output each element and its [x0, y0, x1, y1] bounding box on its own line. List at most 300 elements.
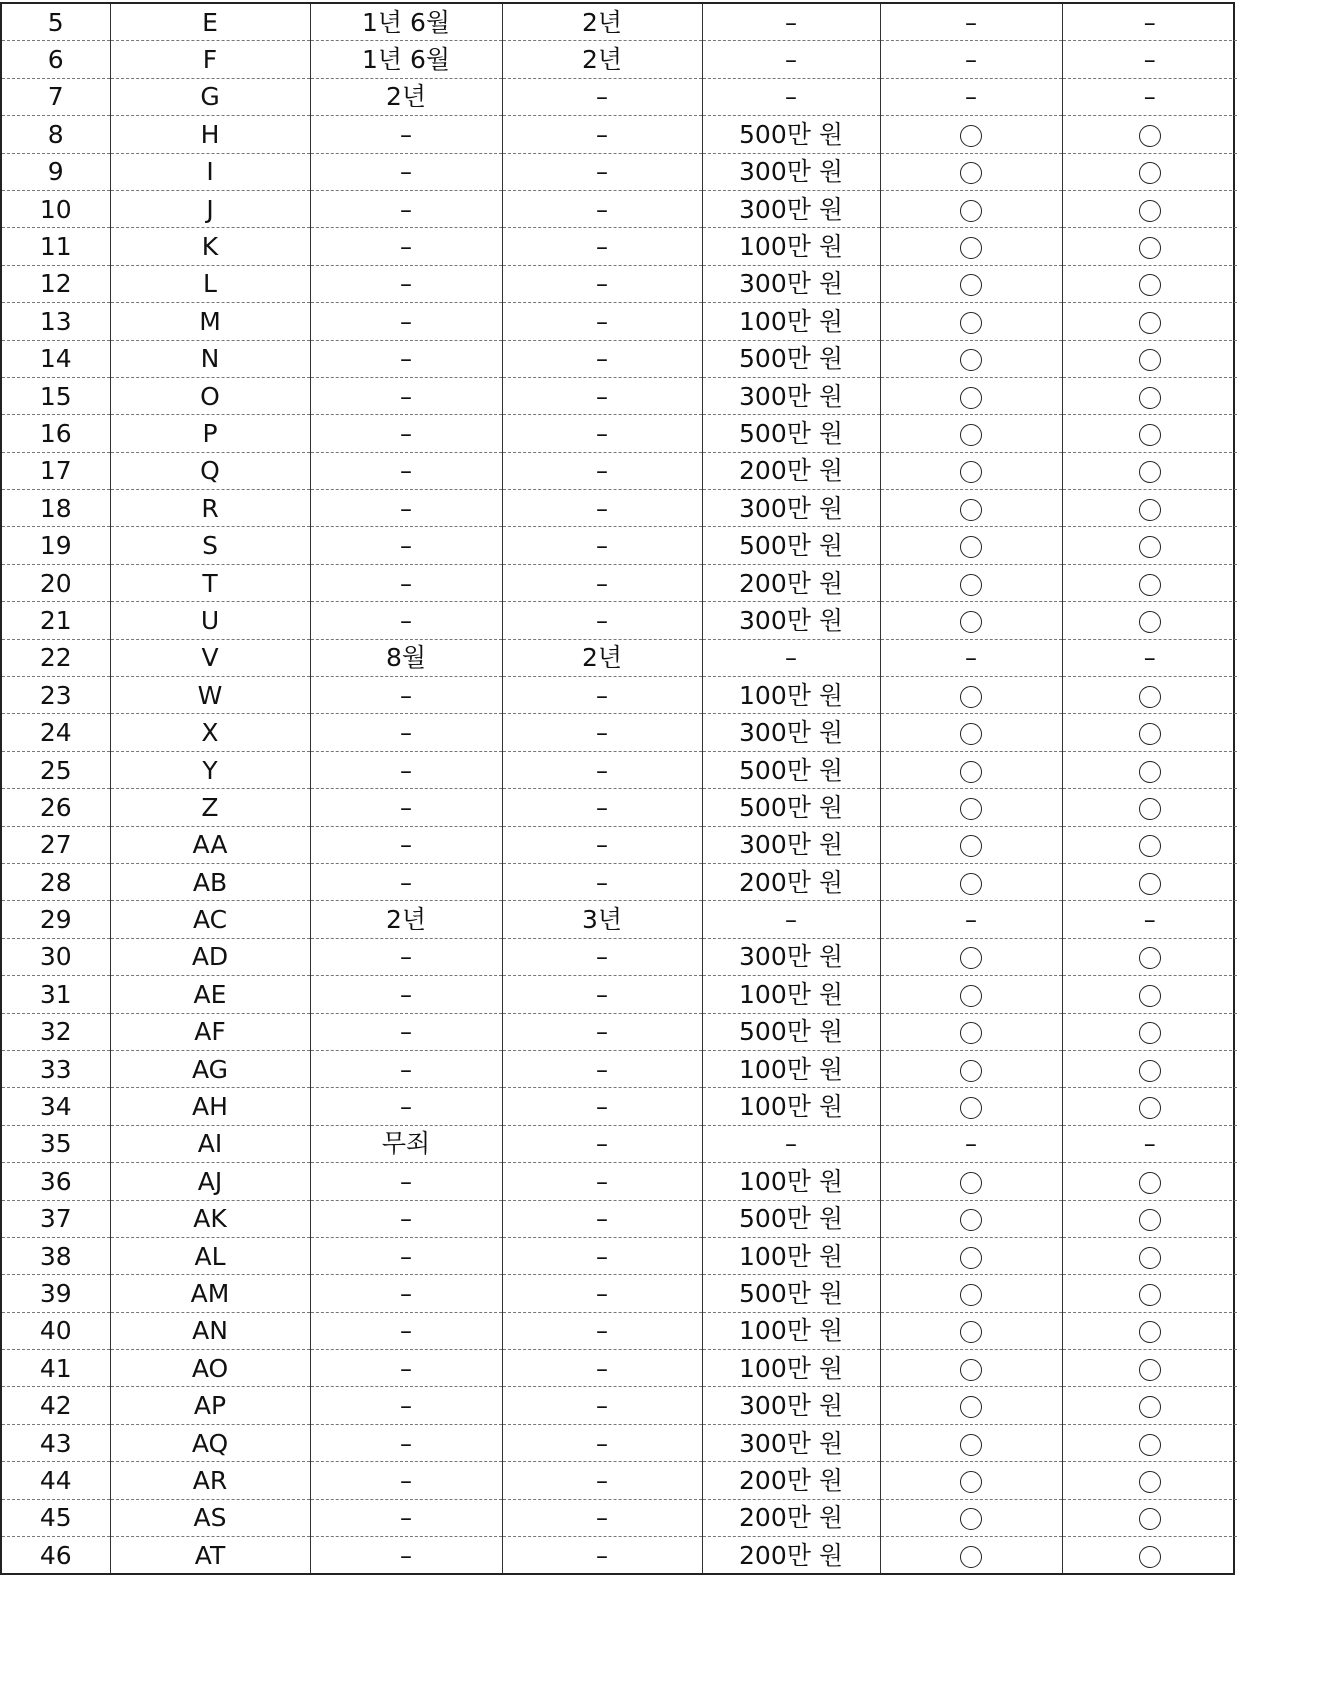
dash-text: –: [400, 980, 412, 1009]
period-2-cell: [502, 1462, 702, 1499]
code-cell: [110, 1537, 310, 1574]
cell-text: AO: [191, 1353, 229, 1383]
circle-mark-icon: [960, 1172, 982, 1194]
mark-2-cell: [1062, 303, 1237, 340]
mark-1-cell: [880, 1125, 1062, 1162]
dash-text: –: [596, 719, 608, 748]
row-number-cell: [2, 751, 110, 788]
mark-1-cell: [880, 901, 1062, 938]
mark-2-cell: [1062, 602, 1237, 639]
cell-text: 21: [39, 605, 72, 635]
cell-text: 36: [39, 1166, 72, 1196]
fine-amount-cell: [702, 41, 880, 78]
row-number-cell: [2, 1013, 110, 1050]
code-cell: [110, 78, 310, 115]
mark-2-cell: [1062, 1387, 1237, 1424]
circle-mark-icon: [960, 499, 982, 521]
period-2-cell: [502, 938, 702, 975]
cell-text: 200만 원: [739, 1540, 843, 1570]
mark-2-cell: [1062, 901, 1237, 938]
mark-1-cell: [880, 415, 1062, 452]
row-number-cell: [2, 901, 110, 938]
period-2-cell: [502, 1200, 702, 1237]
cell-text: 35: [39, 1129, 72, 1159]
circle-mark-icon: [960, 536, 982, 558]
code-cell: [110, 863, 310, 900]
period-2-cell: [502, 1387, 702, 1424]
row-number-cell: [2, 415, 110, 452]
fine-amount-cell: [702, 1424, 880, 1461]
circle-mark-icon: [960, 1247, 982, 1269]
circle-mark-icon: [1139, 1508, 1161, 1530]
dash-text: –: [400, 943, 412, 972]
period-2-cell: [502, 1499, 702, 1536]
dash-text: –: [400, 606, 412, 635]
circle-mark-icon: [960, 1471, 982, 1493]
circle-mark-icon: [1139, 499, 1161, 521]
cell-text: AG: [191, 1054, 229, 1084]
fine-amount-cell: [702, 1350, 880, 1387]
fine-amount-cell: [702, 4, 880, 41]
fine-amount-cell: [702, 490, 880, 527]
mark-1-cell: [880, 303, 1062, 340]
dash-text: –: [785, 8, 797, 37]
cell-text: 2년: [581, 643, 623, 673]
row-number-cell: [2, 826, 110, 863]
cell-text: 40: [39, 1316, 72, 1346]
code-cell: [110, 228, 310, 265]
period-1-cell: [310, 1163, 502, 1200]
row-number-cell: [2, 602, 110, 639]
fine-amount-cell: [702, 1275, 880, 1312]
table-row: [2, 901, 1237, 938]
mark-1-cell: [880, 78, 1062, 115]
cell-text: J: [206, 194, 214, 224]
circle-mark-icon: [1139, 1396, 1161, 1418]
dash-text: –: [400, 793, 412, 822]
circle-mark-icon: [1139, 424, 1161, 446]
period-1-cell: [310, 377, 502, 414]
circle-mark-icon: [1139, 1471, 1161, 1493]
cell-text: 300만 원: [739, 493, 843, 523]
fine-amount-cell: [702, 938, 880, 975]
table-row: [2, 564, 1237, 601]
mark-2-cell: [1062, 1088, 1237, 1125]
row-number-cell: [2, 228, 110, 265]
period-1-cell: [310, 1125, 502, 1162]
cell-text: 44: [39, 1465, 72, 1495]
table-row: [2, 1275, 1237, 1312]
row-number-cell: [2, 490, 110, 527]
cell-text: H: [200, 119, 220, 149]
cell-text: 500만 원: [739, 1017, 843, 1047]
dash-text: –: [596, 868, 608, 897]
circle-mark-icon: [960, 1284, 982, 1306]
cell-text: W: [197, 680, 223, 710]
mark-2-cell: [1062, 1013, 1237, 1050]
circle-mark-icon: [960, 274, 982, 296]
dash-text: –: [400, 233, 412, 262]
cell-text: 100만 원: [739, 1241, 843, 1271]
dash-text: –: [1143, 644, 1156, 673]
fine-amount-cell: [702, 1163, 880, 1200]
fine-amount-cell: [702, 677, 880, 714]
row-number-cell: [2, 340, 110, 377]
period-2-cell: [502, 415, 702, 452]
period-1-cell: [310, 116, 502, 153]
circle-mark-icon: [960, 237, 982, 259]
dash-text: –: [400, 831, 412, 860]
cell-text: 100만 원: [739, 232, 843, 262]
code-cell: [110, 602, 310, 639]
code-cell: [110, 1387, 310, 1424]
code-cell: [110, 1350, 310, 1387]
mark-2-cell: [1062, 415, 1237, 452]
circle-mark-icon: [1139, 611, 1161, 633]
mark-1-cell: [880, 1424, 1062, 1461]
mark-1-cell: [880, 190, 1062, 227]
cell-text: 무죄: [381, 1129, 431, 1159]
cell-text: 26: [39, 792, 72, 822]
cell-text: V: [201, 643, 219, 673]
code-cell: [110, 527, 310, 564]
mark-1-cell: [880, 976, 1062, 1013]
cell-text: Z: [201, 792, 219, 822]
table-row: [2, 41, 1237, 78]
period-2-cell: [502, 1275, 702, 1312]
circle-mark-icon: [960, 1097, 982, 1119]
fine-amount-cell: [702, 377, 880, 414]
dash-text: –: [596, 1130, 608, 1159]
cell-text: 100만 원: [739, 1166, 843, 1196]
cell-text: R: [201, 493, 219, 523]
mark-2-cell: [1062, 1424, 1237, 1461]
period-1-cell: [310, 1350, 502, 1387]
cell-text: 6: [47, 45, 64, 75]
fine-amount-cell: [702, 415, 880, 452]
cell-text: 17: [39, 456, 72, 486]
dash-text: –: [400, 1205, 412, 1234]
mark-1-cell: [880, 1312, 1062, 1349]
dash-text: –: [400, 494, 412, 523]
period-2-cell: [502, 116, 702, 153]
mark-1-cell: [880, 452, 1062, 489]
dash-text: –: [596, 532, 608, 561]
mark-1-cell: [880, 602, 1062, 639]
dash-text: –: [596, 494, 608, 523]
period-1-cell: [310, 826, 502, 863]
cell-text: 300만 원: [739, 269, 843, 299]
mark-2-cell: [1062, 1200, 1237, 1237]
period-2-cell: [502, 490, 702, 527]
results-table: [2, 4, 1237, 1573]
mark-2-cell: [1062, 377, 1237, 414]
dash-text: –: [785, 644, 797, 673]
circle-mark-icon: [960, 761, 982, 783]
dash-text: –: [785, 1130, 797, 1159]
mark-1-cell: [880, 1050, 1062, 1087]
mark-1-cell: [880, 1013, 1062, 1050]
dash-text: –: [400, 1242, 412, 1271]
dash-text: –: [965, 1130, 977, 1159]
mark-1-cell: [880, 1163, 1062, 1200]
circle-mark-icon: [1139, 200, 1161, 222]
code-cell: [110, 190, 310, 227]
code-cell: [110, 639, 310, 676]
circle-mark-icon: [1139, 1247, 1161, 1269]
cell-text: AD: [191, 942, 229, 972]
period-1-cell: [310, 415, 502, 452]
fine-amount-cell: [702, 452, 880, 489]
circle-mark-icon: [960, 947, 982, 969]
dash-text: –: [400, 1093, 412, 1122]
fine-amount-cell: [702, 976, 880, 1013]
table-row: [2, 789, 1237, 826]
table-row: [2, 1237, 1237, 1274]
row-number-cell: [2, 303, 110, 340]
period-1-cell: [310, 1424, 502, 1461]
cell-text: 3년: [581, 905, 623, 935]
row-number-cell: [2, 190, 110, 227]
cell-text: 100만 원: [739, 1353, 843, 1383]
dash-text: –: [965, 8, 977, 37]
dash-text: –: [596, 1504, 608, 1533]
row-number-cell: [2, 452, 110, 489]
code-cell: [110, 4, 310, 41]
period-2-cell: [502, 303, 702, 340]
period-2-cell: [502, 1350, 702, 1387]
circle-mark-icon: [960, 1359, 982, 1381]
code-cell: [110, 714, 310, 751]
dash-text: –: [965, 644, 977, 673]
mark-2-cell: [1062, 1275, 1237, 1312]
period-1-cell: [310, 639, 502, 676]
dash-text: –: [596, 1167, 608, 1196]
dash-text: –: [785, 906, 797, 935]
circle-mark-icon: [960, 574, 982, 596]
row-number-cell: [2, 527, 110, 564]
code-cell: [110, 1462, 310, 1499]
table-row: [2, 938, 1237, 975]
circle-mark-icon: [960, 461, 982, 483]
dash-text: –: [400, 120, 412, 149]
period-1-cell: [310, 677, 502, 714]
dash-text: –: [596, 457, 608, 486]
dash-text: –: [596, 195, 608, 224]
mark-2-cell: [1062, 1350, 1237, 1387]
circle-mark-icon: [1139, 1097, 1161, 1119]
mark-2-cell: [1062, 1537, 1237, 1574]
cell-text: T: [202, 568, 218, 598]
mark-2-cell: [1062, 41, 1237, 78]
table-body: [2, 4, 1237, 1573]
circle-mark-icon: [1139, 387, 1161, 409]
period-1-cell: [310, 1499, 502, 1536]
row-number-cell: [2, 1088, 110, 1125]
mark-1-cell: [880, 1350, 1062, 1387]
period-1-cell: [310, 228, 502, 265]
cell-text: 46: [39, 1540, 72, 1570]
dash-text: –: [596, 1466, 608, 1495]
cell-text: 2년: [385, 82, 427, 112]
fine-amount-cell: [702, 116, 880, 153]
row-number-cell: [2, 564, 110, 601]
cell-text: 11: [39, 232, 72, 262]
period-1-cell: [310, 1312, 502, 1349]
cell-text: 200만 원: [739, 1465, 843, 1495]
period-1-cell: [310, 976, 502, 1013]
code-cell: [110, 976, 310, 1013]
mark-1-cell: [880, 1499, 1062, 1536]
dash-text: –: [400, 382, 412, 411]
row-number-cell: [2, 1387, 110, 1424]
table-row: [2, 265, 1237, 302]
circle-mark-icon: [1139, 574, 1161, 596]
mark-1-cell: [880, 153, 1062, 190]
mark-1-cell: [880, 751, 1062, 788]
dash-text: –: [1143, 83, 1156, 112]
period-1-cell: [310, 714, 502, 751]
mark-1-cell: [880, 1237, 1062, 1274]
circle-mark-icon: [1139, 947, 1161, 969]
cell-text: 16: [39, 418, 72, 448]
mark-1-cell: [880, 1537, 1062, 1574]
circle-mark-icon: [1139, 349, 1161, 371]
cell-text: AM: [190, 1278, 230, 1308]
period-2-cell: [502, 265, 702, 302]
dash-text: –: [596, 980, 608, 1009]
cell-text: 300만 원: [739, 381, 843, 411]
code-cell: [110, 564, 310, 601]
period-2-cell: [502, 901, 702, 938]
mark-1-cell: [880, 1088, 1062, 1125]
cell-text: L: [203, 269, 217, 299]
table-row: [2, 190, 1237, 227]
circle-mark-icon: [960, 1546, 982, 1568]
cell-text: AR: [192, 1465, 228, 1495]
cell-text: 500만 원: [739, 755, 843, 785]
code-cell: [110, 751, 310, 788]
circle-mark-icon: [1139, 1359, 1161, 1381]
cell-text: 100만 원: [739, 1092, 843, 1122]
table-row: [2, 490, 1237, 527]
fine-amount-cell: [702, 1088, 880, 1125]
dash-text: –: [596, 1279, 608, 1308]
table-row: [2, 639, 1237, 676]
code-cell: [110, 265, 310, 302]
period-2-cell: [502, 4, 702, 41]
table-row: [2, 1499, 1237, 1536]
cell-text: 8: [47, 119, 64, 149]
fine-amount-cell: [702, 340, 880, 377]
dash-text: –: [596, 1354, 608, 1383]
circle-mark-icon: [1139, 835, 1161, 857]
table-row: [2, 1050, 1237, 1087]
cell-text: AA: [192, 830, 228, 860]
fine-amount-cell: [702, 602, 880, 639]
fine-amount-cell: [702, 1050, 880, 1087]
row-number-cell: [2, 1237, 110, 1274]
row-number-cell: [2, 1537, 110, 1574]
row-number-cell: [2, 1350, 110, 1387]
period-1-cell: [310, 1200, 502, 1237]
dash-text: –: [400, 756, 412, 785]
dash-text: –: [596, 83, 608, 112]
cell-text: AH: [192, 1092, 228, 1122]
cell-text: 100만 원: [739, 306, 843, 336]
period-1-cell: [310, 340, 502, 377]
cell-text: 500만 원: [739, 119, 843, 149]
row-number-cell: [2, 78, 110, 115]
mark-2-cell: [1062, 863, 1237, 900]
cell-text: 500만 원: [739, 792, 843, 822]
circle-mark-icon: [960, 798, 982, 820]
cell-text: AC: [192, 905, 228, 935]
cell-text: 41: [39, 1353, 72, 1383]
mark-1-cell: [880, 340, 1062, 377]
fine-amount-cell: [702, 901, 880, 938]
period-1-cell: [310, 452, 502, 489]
mark-1-cell: [880, 116, 1062, 153]
mark-2-cell: [1062, 340, 1237, 377]
dash-text: –: [596, 943, 608, 972]
mark-1-cell: [880, 1200, 1062, 1237]
dash-text: –: [400, 457, 412, 486]
circle-mark-icon: [960, 125, 982, 147]
dash-text: –: [400, 158, 412, 187]
cell-text: N: [200, 344, 220, 374]
results-table-frame: [0, 2, 1235, 1575]
table-row: [2, 377, 1237, 414]
circle-mark-icon: [1139, 686, 1161, 708]
cell-text: 100만 원: [739, 680, 843, 710]
cell-text: AL: [194, 1241, 226, 1271]
table-row: [2, 116, 1237, 153]
period-2-cell: [502, 639, 702, 676]
cell-text: 200만 원: [739, 456, 843, 486]
dash-text: –: [596, 756, 608, 785]
cell-text: P: [202, 418, 218, 448]
fine-amount-cell: [702, 1462, 880, 1499]
code-cell: [110, 677, 310, 714]
circle-mark-icon: [1139, 1172, 1161, 1194]
circle-mark-icon: [1139, 1546, 1161, 1568]
cell-text: K: [201, 232, 219, 262]
cell-text: 25: [39, 755, 72, 785]
circle-mark-icon: [960, 1060, 982, 1082]
cell-text: AP: [193, 1391, 227, 1421]
cell-text: 100만 원: [739, 979, 843, 1009]
cell-text: 34: [39, 1092, 72, 1122]
table-row: [2, 1350, 1237, 1387]
code-cell: [110, 1125, 310, 1162]
cell-text: F: [202, 45, 218, 75]
period-1-cell: [310, 1537, 502, 1574]
dash-text: –: [400, 1429, 412, 1458]
code-cell: [110, 1013, 310, 1050]
circle-mark-icon: [1139, 761, 1161, 783]
cell-text: AB: [192, 867, 228, 897]
fine-amount-cell: [702, 527, 880, 564]
table-row: [2, 228, 1237, 265]
cell-text: AT: [194, 1540, 226, 1570]
cell-text: X: [201, 718, 219, 748]
cell-text: 200만 원: [739, 867, 843, 897]
circle-mark-icon: [960, 1508, 982, 1530]
row-number-cell: [2, 377, 110, 414]
mark-2-cell: [1062, 677, 1237, 714]
fine-amount-cell: [702, 789, 880, 826]
